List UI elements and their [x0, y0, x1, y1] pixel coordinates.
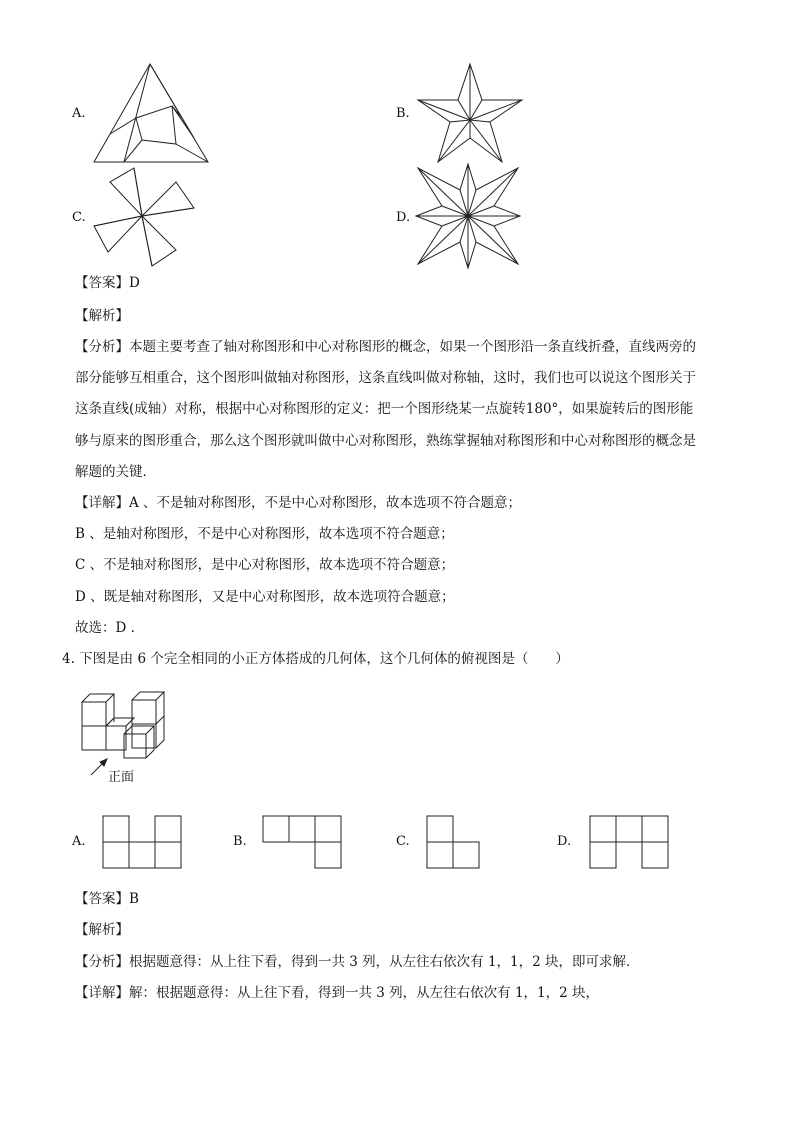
q4-option-d-label: D.: [557, 834, 572, 849]
q4-analysis: 【分析】根据题意得：从上往下看，得到一共 3 列，从左往右依次有 1，1，2 块，即可求解．: [75, 954, 640, 970]
q3-option-c-label: C.: [72, 210, 86, 225]
q4-option-a-label: A.: [72, 834, 86, 849]
q3-analysis-line-1: 【分析】本题主要考查了轴对称图形和中心对称图形的概念，如果一个图形沿一条直线折叠，直线两旁的: [75, 339, 696, 355]
q3-detail-line-1: 【详解】A 、不是轴对称图形，不是中心对称图形，故本选项不符合题意；: [75, 495, 522, 511]
front-label: 正面: [108, 770, 135, 785]
q3-detail-line-4: D 、既是轴对称图形，又是中心对称图形，故本选项符合题意；: [75, 589, 455, 605]
q3-analysis-line-2: 部分能够互相重合，这个图形叫做轴对称图形，这条直线叫做对称轴，这时，我们也可以说这个图形关于: [75, 370, 696, 386]
q4-option-b-label: B.: [233, 834, 247, 849]
q3-analysis-line-4: 够与原来的图形重合，那么这个图形就叫做中心对称图形，熟练掌握轴对称图形和中心对称图形的概念是: [75, 433, 696, 449]
q4-question: 4. 下图是由 6 个完全相同的小正方体搭成的几何体，这个几何体的俯视图是（ ）: [62, 651, 569, 667]
q3-option-d-label: D.: [396, 210, 411, 225]
q3-option-a-figure: [90, 62, 212, 164]
q3-analysis-line-3: 这条直线(成轴）对称，根据中心对称图形的定义：把一个图形绕某一点旋转180°，如果旋转后的图形能: [75, 401, 694, 417]
q3-option-b-figure: [414, 62, 526, 166]
q4-option-d-figure: [589, 814, 671, 870]
q4-jiexi-heading: 【解析】: [75, 922, 129, 938]
front-arrow-icon: [88, 756, 110, 778]
q4-option-c-figure: [426, 814, 482, 870]
q3-analysis-line-5: 解题的关键．: [75, 464, 156, 480]
q3-option-b-label: B.: [396, 106, 410, 121]
q3-option-c-figure: [90, 164, 200, 270]
q3-option-d-figure: [414, 162, 524, 270]
q3-option-a-label: A.: [72, 106, 86, 121]
q4-option-a-figure: [102, 814, 184, 870]
q4-answer: 【答案】B: [75, 891, 139, 907]
q4-option-b-figure: [262, 814, 344, 870]
q3-conclusion: 故选：D .: [75, 620, 135, 636]
q3-detail-line-3: C 、不是轴对称图形，是中心对称图形，故本选项不符合题意；: [75, 557, 455, 573]
q3-detail-line-2: B 、是轴对称图形，不是中心对称图形，故本选项不符合题意；: [75, 526, 454, 542]
q4-cube-figure: [78, 686, 168, 762]
q3-answer: 【答案】D: [75, 275, 140, 291]
q3-jiexi-heading: 【解析】: [75, 308, 129, 324]
q4-option-c-label: C.: [396, 834, 410, 849]
q4-detail: 【详解】解：根据题意得：从上往下看，得到一共 3 列，从左往右依次有 1，1，2 块，: [75, 985, 600, 1001]
